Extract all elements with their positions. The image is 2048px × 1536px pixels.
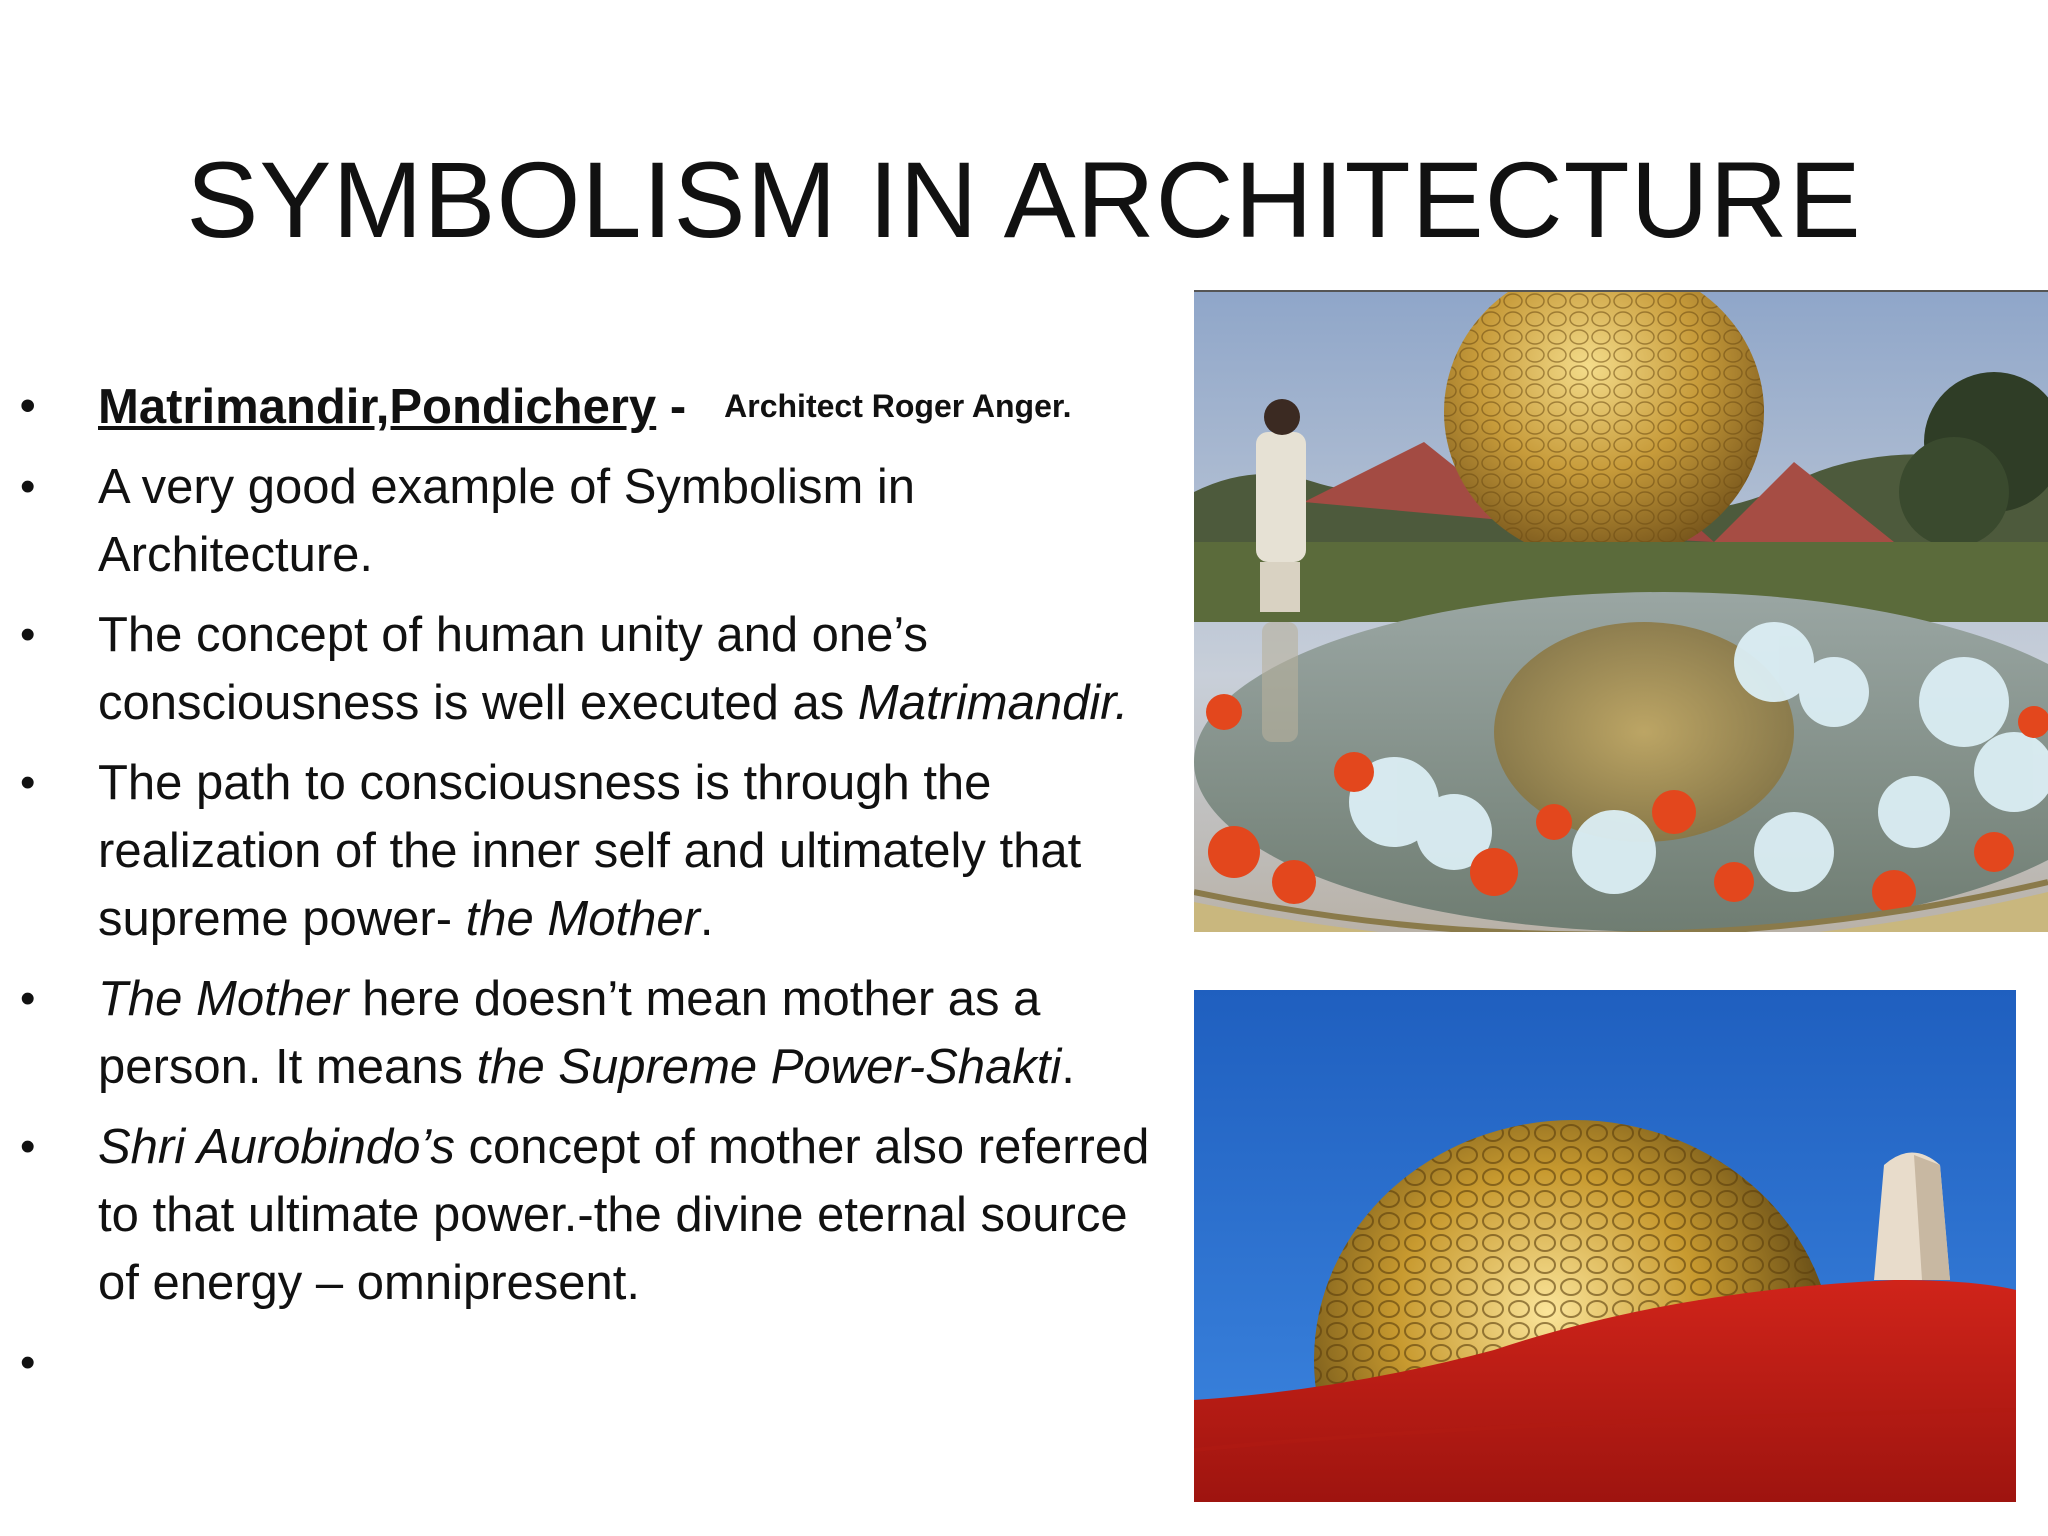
architect-note: Architect Roger Anger. [724, 388, 1072, 424]
bullet-aurobindo [20, 1113, 1180, 1317]
bullet-list [20, 372, 1180, 1409]
slide-title: SYMBOLISM IN ARCHITECTURE [186, 139, 1862, 260]
bullet-aurobindo-text: concept of mother also referred to that ultimate power.-the divine eternal source of energy – omnipresent. [98, 1120, 1150, 1310]
bullet-example-text: A very good example of Symbolism in Architecture. [98, 460, 916, 582]
bullet-mother [20, 965, 1180, 1101]
photo-matrimandir-lotus-pond-art [1194, 292, 2048, 932]
bullet-mother-italic: The Mother [98, 972, 349, 1026]
bullet-path-end: . [699, 892, 714, 946]
bullet-mother-text: here doesn’t mean mother as a person. It means [98, 972, 1041, 1094]
heading-link[interactable]: Matrimandir,Pondichery [98, 380, 657, 434]
bullet-aurobindo-italic: Shri Aurobindo’s [98, 1120, 455, 1174]
bullet-mother-italic2: the Supreme Power-Shakti [476, 1040, 1062, 1094]
photo-matrimandir-lotus-pond [1194, 290, 2048, 932]
photo-matrimandir-golden-dome [1194, 990, 2016, 1502]
bullet-mother-end: . [1061, 1040, 1075, 1094]
bullet-concept [20, 601, 1180, 737]
bullet-path [20, 749, 1180, 953]
photo-matrimandir-golden-dome-art [1194, 990, 2016, 1502]
bullet-empty [20, 1329, 1180, 1397]
bullet-path-text: The path to consciousness is through the realization of the inner self and ultimately that supreme power- [98, 756, 1082, 946]
bullet-concept-italic: Matrimandir. [857, 676, 1129, 730]
bullet-example [20, 453, 1180, 589]
bullet-concept-text: The concept of human unity and one’s consciousness is well executed as [98, 608, 928, 730]
bullet-path-italic: the Mother [465, 892, 700, 946]
heading-dash: - [656, 380, 687, 434]
bullet-heading [20, 372, 1180, 441]
